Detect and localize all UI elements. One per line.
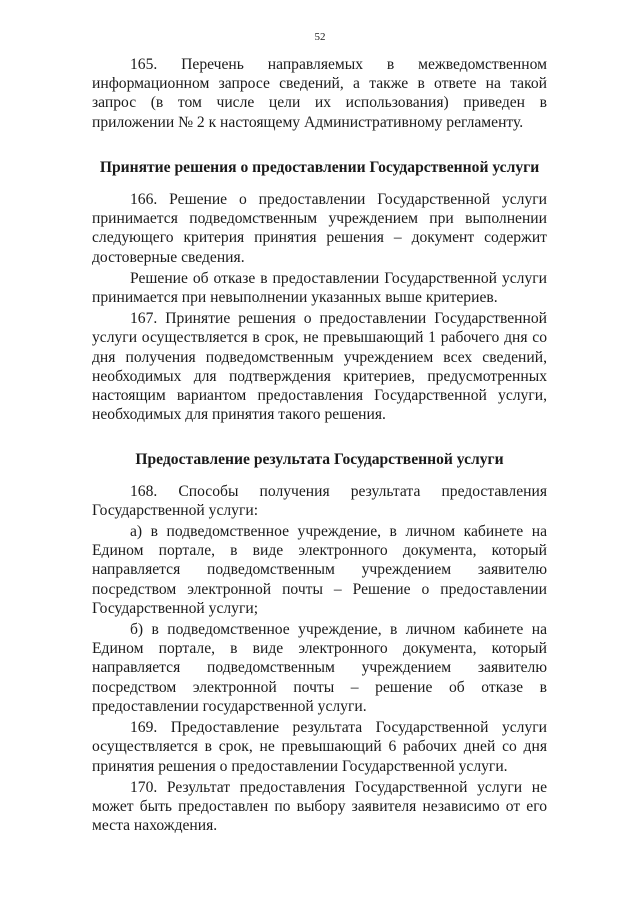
paragraph-167: 167. Принятие решения о предоставлении Государственной услуги осуществляется в срок, не превышающий 1 рабочего дня со дня получения подведомственным учреждением всех сведений, необходимых для подтверждения критериев, предусмотренных настоящим вариантом предоставления Государственной услуги, необходимых для принятия такого решения. (92, 310, 547, 424)
paragraph-168-a: а) в подведомственное учреждение, в личном кабинете на Едином портале, в виде электронного документа, который направляется подведомственным учреждением заявителю посредством электронной почты – Решение о предоставлении Государственной услуги; (92, 523, 547, 617)
paragraph-165: 165. Перечень направляемых в межведомственном информационном запросе сведений, а также в ответе на такой запрос (в том числе цели их использования) приведен в приложении № 2 к настоящему Административному регламенту. (92, 56, 547, 131)
paragraph-refusal-decision: Решение об отказе в предоставлении Государственной услуги принимается при невыполнении указанных выше критериев. (92, 269, 547, 307)
document-body (92, 55, 547, 835)
paragraph-170: 170. Результат предоставления Государственной услуги не может быть предоставлен по выбору заявителя независимо от его места нахождения. (92, 778, 547, 835)
section-heading-decision: Принятие решения о предоставлении Государственной услуги (99, 158, 540, 176)
page-number: 52 (314, 31, 326, 43)
paragraph-169: 169. Предоставление результата Государственной услуги осуществляется в срок, не превышающий 6 рабочих дней со дня принятия решения о предоставлении Государственной услуги. (92, 719, 547, 775)
paragraph-166: 166. Решение о предоставлении Государственной услуги принимается подведомственным учреждением при выполнении следующего критерия принятия решения – документ содержит достоверные сведения. (92, 191, 547, 266)
section-heading-result: Предоставление результата Государственной услуги (135, 451, 504, 469)
paragraph-168-b: б) в подведомственное учреждение, в личном кабинете на Едином портале, в виде электронного документа, который направляется подведомственным учреждением заявителю посредством электронной почты – решение об отказе в предоставлении государственной услуги. (92, 621, 547, 715)
paragraph-168: 168. Способы получения результата предоставления Государственной услуги: (92, 482, 547, 519)
